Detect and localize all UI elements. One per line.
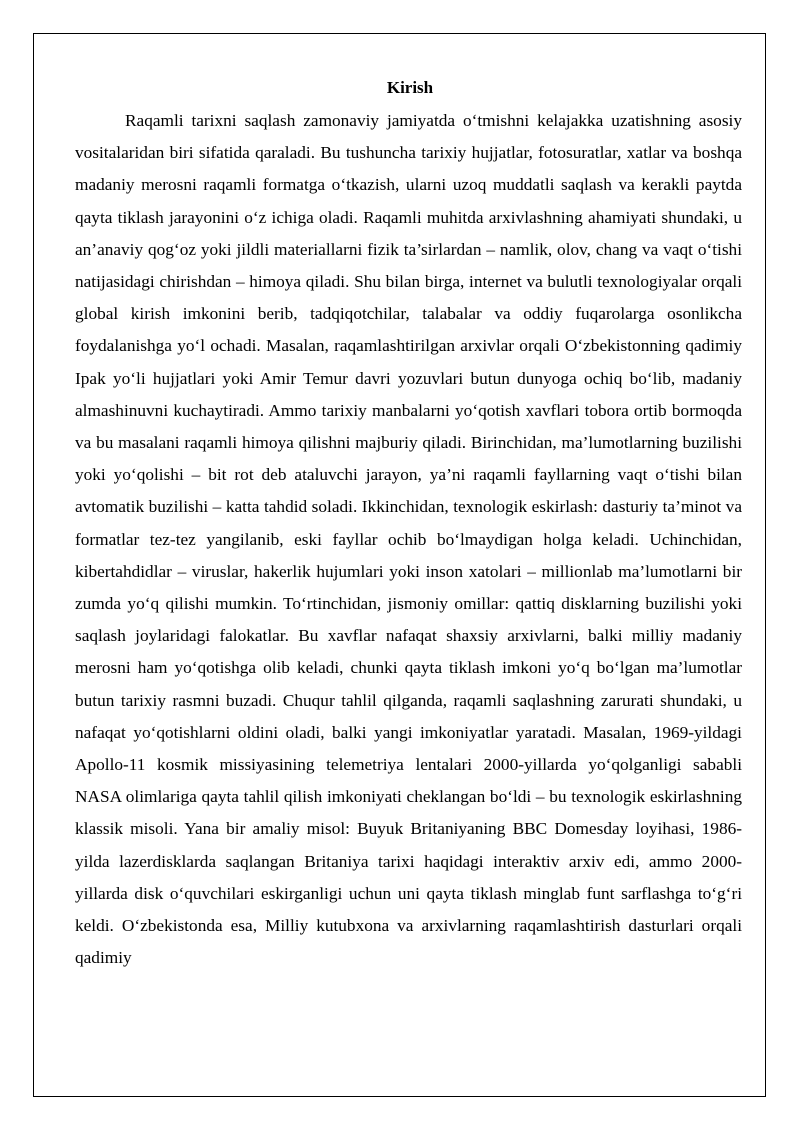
section-title: Kirish xyxy=(386,78,434,97)
body-paragraph: Raqamli tarixni saqlash zamonaviy jamiyatda o‘tmishni kelajakka uzatishning asosiy vositalaridan biri sifatida qaraladi. Bu tushuncha tarixiy hujjatlar, fotosuratlar, xatlar va boshqa madaniy merosni raqamli formatga o‘tkazish, ularni uzoq muddatli saqlash va kerakli paytda qayta tiklash jarayonini o‘z ichiga oladi. Raqamli muhitda arxivlashning ahamiyati shundaki, u an’anaviy qog‘oz yoki jildli materiallarni fizik ta’sirlardan – namlik, olov, chang va vaqt o‘tishi natijasidagi chirishdan – himoya qiladi. Shu bilan birga, internet va bulutli texnologiyalar orqali global kirish imkonini berib, tadqiqotchilar, talabalar va oddiy fuqarolarga osonlikcha foydalanishga yo‘l ochadi. Masalan, raqamlashtirilgan arxivlar orqali O‘zbekistonning qadimiy Ipak yo‘li hujjatlari yoki Amir Temur davri yozuvlari butun dunyoga ochiq bo‘lib, madaniy almashinuvni kuchaytiradi. Ammo tarixiy manbalarni yo‘qotish xavflari tobora ortib bormoqda va bu masalani raqamli himoya qilishni majburiy qiladi. Birinchidan, ma’lumotlarning buzilishi yoki yo‘qolishi – bit rot deb ataluvchi jarayon, ya’ni raqamli fayllarning vaqt o‘tishi bilan avtomatik buzilishi – katta tahdid soladi. Ikkinchidan, texnologik eskirlash: dasturiy ta’minot va formatlar tez-tez yangilanib, eski fayllar ochib bo‘lmaydigan holga keladi. Uchinchidan, kibertahdidlar – viruslar, hakerlik hujumlari yoki inson xatolari – millionlab ma’lumotlarni bir zumda yo‘q qilishi mumkin. To‘rtinchidan, jismoniy omillar: qattiq disklarning buzilishi yoki saqlash joylaridagi falokatlar. Bu xavflar nafaqat shaxsiy arxivlarni, balki milliy madaniy merosni ham yo‘qotishga olib keladi, chunki qayta tiklash imkoni yo‘q bo‘lgan ma’lumotlar butun tarixiy rasmni buzadi. Chuqur tahlil qilganda, raqamli saqlashning zarurati shundaki, u nafaqat yo‘qotishlarni oldini oladi, balki yangi imkoniyatlar yaratadi. Masalan, 1969-yildagi Apollo-11 kosmik missiyasining telemetriya lentalari 2000-yillarda yo‘qolganligi sababli NASA olimlariga qayta tahlil qilish imkoniyati cheklangan bo‘ldi – bu texnologik eskirlashning klassik misoli. Yana bir amaliy misol: Buyuk Britaniyaning BBC Domesday loyihasi, 1986-yilda lazerdisklarda saqlangan Britaniya tarixi haqidagi interaktiv arxiv edi, ammo 2000-yillarda disk o‘quvchilari eskirganligi uchun uni qayta tiklash minglab funt sarflashga to‘g‘ri keldi. O‘zbekistonda esa, Milliy kutubxona va arxivlarning raqamlashtirish dasturlari orqali qadimiy xyxy=(75,111,742,968)
